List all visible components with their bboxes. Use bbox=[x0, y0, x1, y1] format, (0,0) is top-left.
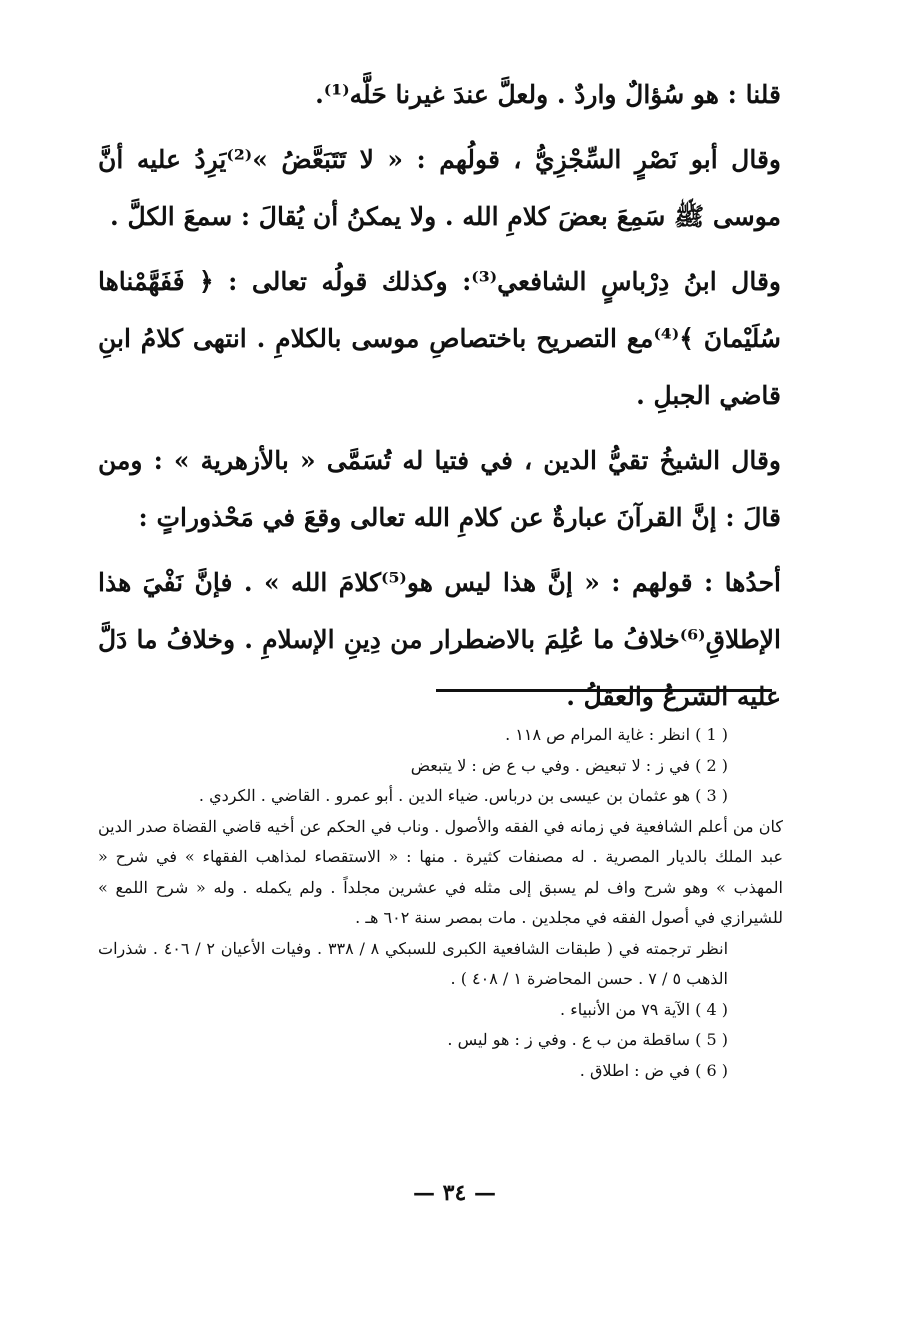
footnotes bbox=[98, 720, 783, 1086]
footnote-3: ( 3 ) هو عثمان بن عيسى بن درباس. ضياء الدين . أبو عمرو . القاضي . الكردي . bbox=[198, 786, 728, 805]
footnote-separator bbox=[436, 689, 772, 692]
paragraph-5: أحدُها : قولهم : « إنَّ هذا ليس هو⁽⁵⁾كلامَ الله » . فإنَّ نَفْيَ هذا الإطلاقِ⁽⁶⁾خلافُ ما عُلِمَ بالاضطرار من دِينِ الإسلامِ . وخلافُ ما دَلَّ عليه الشرعُ والعقلُ . bbox=[98, 568, 781, 711]
footnote-4: ( 4 ) الآية ٧٩ من الأنبياء . bbox=[560, 999, 728, 1019]
paragraph-3: وقال ابنُ دِرْباسٍ الشافعي⁽³⁾: وكذلك قولُه تعالى : ﴿ فَفَهَّمْناها سُلَيْمانَ ﴾⁽⁴⁾مع التصريح باختصاصِ موسى بالكلامِ . انتهى كلامُ ابنِ قاضي الجبلِ . bbox=[98, 267, 781, 410]
main-text bbox=[98, 66, 781, 733]
footnote-1: ( 1 ) انظر : غاية المرام ص ١١٨ . bbox=[505, 725, 728, 744]
paragraph-4: وقال الشيخُ تقيُّ الدين ، في فتيا له تُسَمَّى « بالأزهرية » : ومن قالَ : إنَّ القرآنَ عبارةٌ عن كلامِ الله تعالى وقعَ في مَحْذوراتٍ : bbox=[98, 446, 781, 532]
footnote-3-sources: انظر ترجمته في ( طبقات الشافعية الكبرى للسبكي ٨ / ٣٣٨ . وفيات الأعيان ٢ / ٤٠٦ . شذرات الذهب ٥ / ٧ . حسن المحاضرة ١ / ٤٠٨ ) . bbox=[98, 938, 729, 988]
footnote-5: ( 5 ) ساقطة من ب ع . وفي ز : هو ليس . bbox=[447, 1030, 728, 1049]
footnote-3-body: كان من أعلم الشافعية في زمانه في الفقه والأصول . وناب في الحكم عن أخيه قاضي القضاة صدر الدين عبد الملك بالديار المصرية . له مصنفات كثيرة . منها : « الاستقصاء لمذاهب الفقهاء » في شرح « المهذب » وهو شرح واف لم يسبق إلى مثله في عشرين مجلداً . ولم يكمله . وله « شرح اللمع » للشيرازي في أصول الفقه في مجلدين . مات بمصر سنة ٦٠٢ هـ . bbox=[98, 816, 784, 927]
footnote-2: ( 2 ) في ز : لا تبعيض . وفي ب ع ض : لا يتبعض bbox=[410, 755, 728, 775]
page-number: — ٣٤ — bbox=[413, 1180, 496, 1206]
paragraph-2: وقال أبو نَصْرٍ السِّجْزِيُّ ، قولُهم : « لا تَتَبَعَّضُ »⁽²⁾يَرِدُ عليه أنَّ موسى ﷺ سَمِعَ بعضَ كلامِ الله . ولا يمكنُ أن يُقالَ : سمعَ الكلَّ . bbox=[98, 145, 781, 231]
paragraph-1: قلنا : هو سُؤالٌ واردٌ . ولعلَّ عندَ غيرنا حَلَّه⁽¹⁾. bbox=[315, 80, 781, 109]
footnote-6: ( 6 ) في ض : اطلاق . bbox=[579, 1060, 728, 1080]
